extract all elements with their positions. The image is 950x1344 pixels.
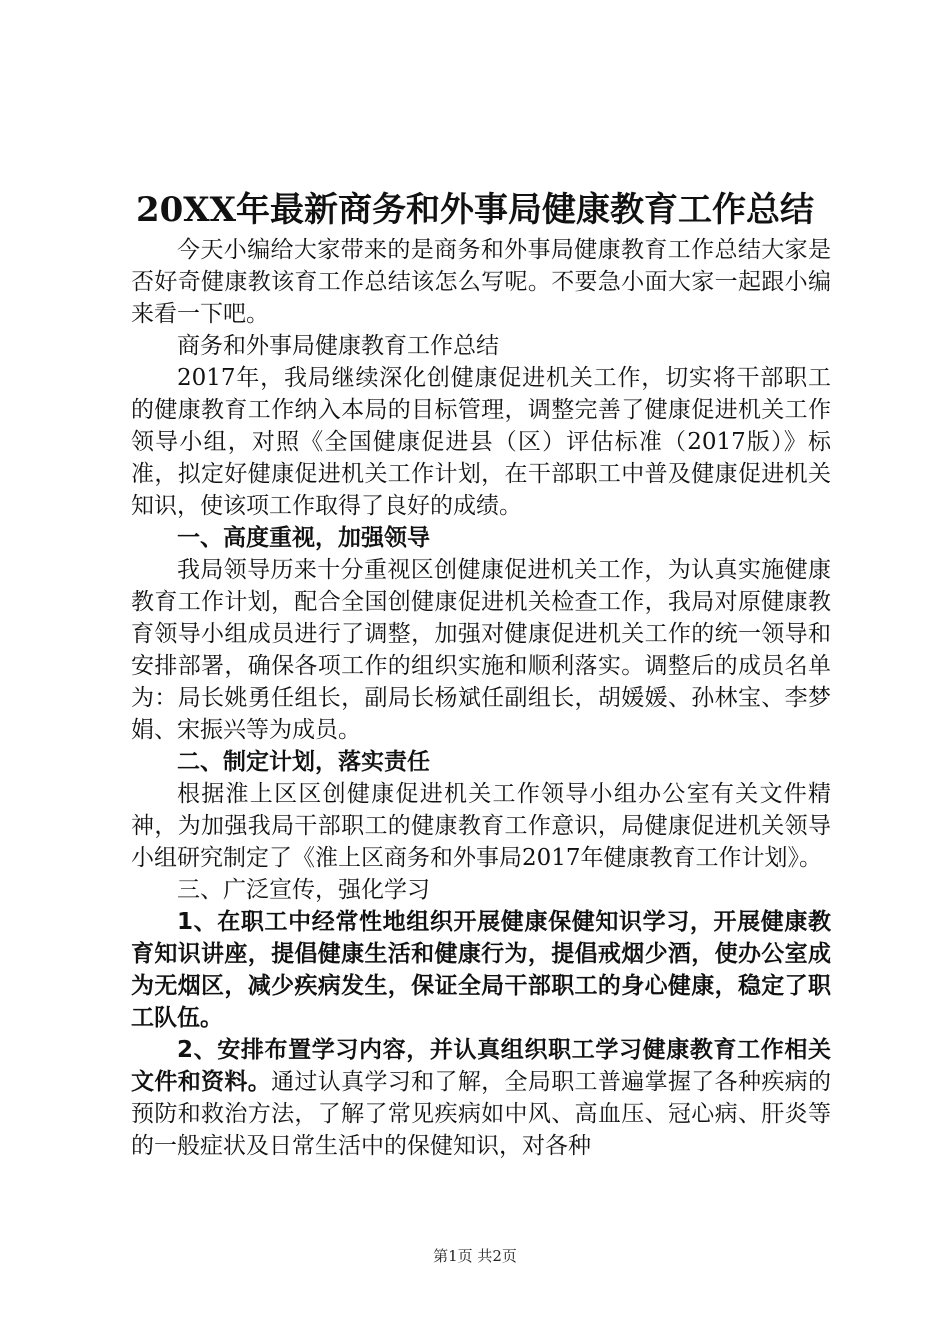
paragraph-plan: 根据淮上区区创健康促进机关工作领导小组办公室有关文件精神，为加强我局干部职工的健康教育工作意识，局健康促进机关领导小组研究制定了《淮上区商务和外事局2017年健康教育工作计划》。 xyxy=(131,781,831,871)
section-heading-2: 二、制定计划，落实责任 xyxy=(177,749,430,775)
intro-paragraph: 今天小编给大家带来的是商务和外事局健康教育工作总结大家是否好奇健康教该育工作总结该怎么写呢。不要急小面大家一起跟小编来看一下吧。 xyxy=(131,237,831,327)
paragraph-item-2-lead: 2、安排布置学习内容，并认真组织职工学习健康教育工作相关文件和资料。 xyxy=(131,1037,831,1095)
section-heading-3: 三、广泛宣传，强化学习 xyxy=(177,877,430,903)
page-footer: 第1页 共2页 xyxy=(433,1247,517,1265)
document-subtitle: 商务和外事局健康教育工作总结 xyxy=(177,333,499,359)
paragraph-leadership: 我局领导历来十分重视区创健康促进机关工作，为认真实施健康教育工作计划，配合全国创健康促进机关检查工作，我局对原健康教育领导小组成员进行了调整，加强对健康促进机关工作的统一领导和安排部署，确保各项工作的组织实施和顺利落实。调整后的成员名单为：局长姚勇任组长，副局长杨斌任副组长，胡媛媛、孙林宝、李梦娟、宋振兴等为成员。 xyxy=(131,557,831,743)
paragraph-item-1: 1、在职工中经常性地组织开展健康保健知识学习，开展健康教育知识讲座，提倡健康生活和健康行为，提倡戒烟少酒，使办公室成为无烟区，减少疾病发生，保证全局干部职工的身心健康，稳定了职工队伍。 xyxy=(131,909,831,1031)
paragraph-overview: 2017年，我局继续深化创健康促进机关工作，切实将干部职工的健康教育工作纳入本局的目标管理，调整完善了健康促进机关工作领导小组，对照《全国健康促进县（区）评估标准（2017版）》标准，拟定好健康促进机关工作计划，在干部职工中普及健康促进机关知识，使该项工作取得了良好的成绩。 xyxy=(131,365,831,519)
paragraph-item-2 xyxy=(131,1034,831,1162)
section-heading-1: 一、高度重视，加强领导 xyxy=(177,525,430,551)
document-title: 20XX年最新商务和外事局健康教育工作总结 xyxy=(135,190,815,230)
paragraph-item-2-rest: 通过认真学习和了解，全局职工普遍掌握了各种疾病的预防和救治方法，了解了常见疾病如中风、高血压、冠心病、肝炎等的一般症状及日常生活中的保健知识，对各种 xyxy=(131,1069,832,1159)
document-body xyxy=(131,234,831,1162)
